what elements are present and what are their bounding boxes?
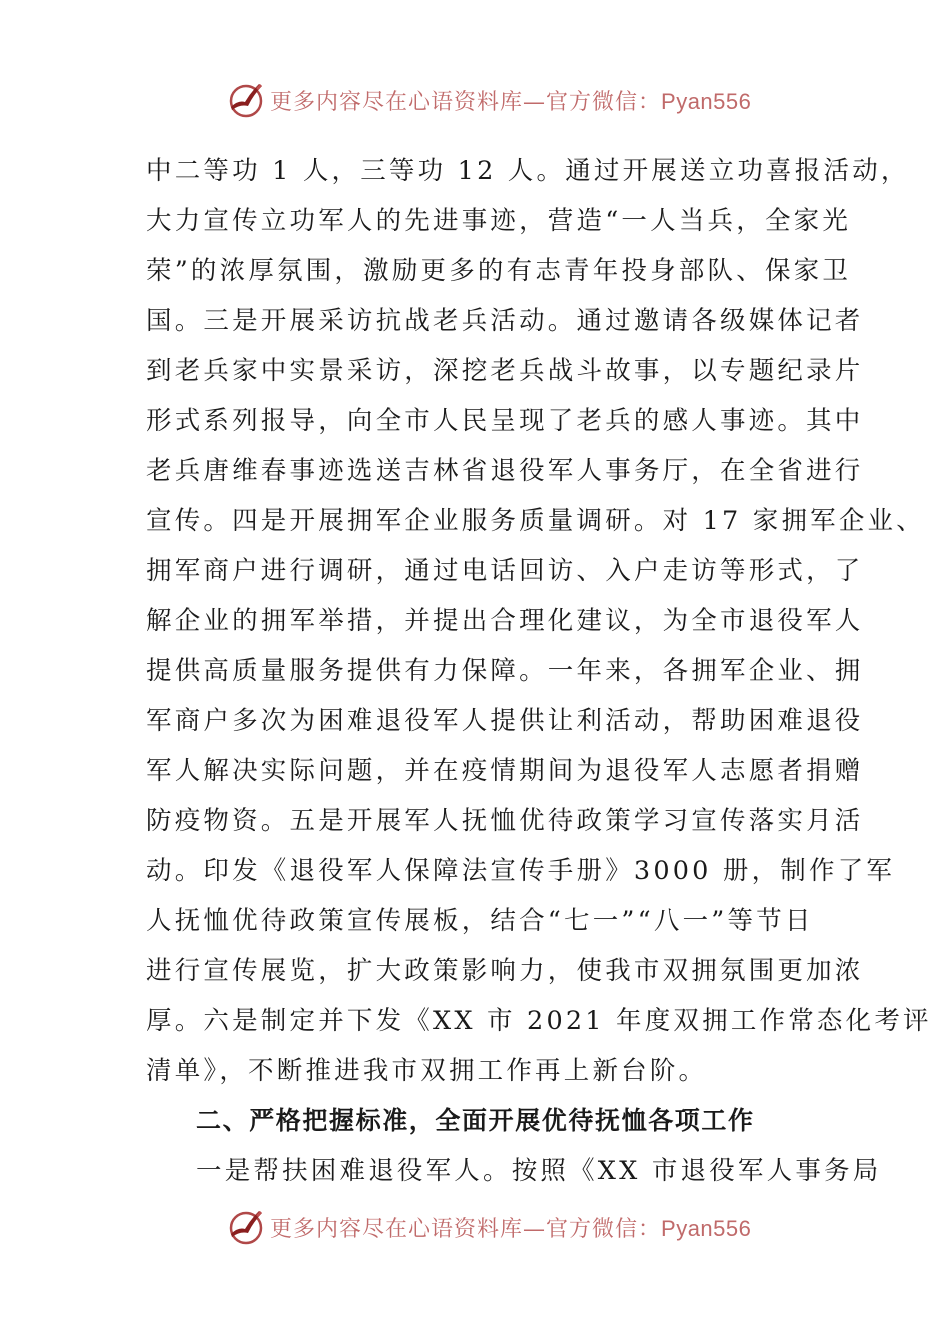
pen-logo-icon — [226, 80, 266, 120]
body-line: 动。印发《退役军人保障法宣传手册》3000 册，制作了军 — [146, 856, 896, 886]
body-line: 人抚恤优待政策宣传展板，结合“七一”“八一”等节日 — [146, 906, 814, 936]
body-line: 进行宣传展览，扩大政策影响力，使我市双拥氛围更加浓 — [146, 956, 864, 986]
body-line: 到老兵家中实景采访，深挖老兵战斗故事，以专题纪录片 — [146, 356, 864, 386]
body-line: 解企业的拥军举措，并提出合理化建议，为全市退役军人 — [146, 606, 864, 636]
body-line: 老兵唐维春事迹选送吉林省退役军人事务厅，在全省进行 — [146, 456, 864, 486]
body-line: 大力宣传立功军人的先进事迹，营造“一人当兵，全家光 — [146, 206, 852, 236]
body-line: 军人解决实际问题，并在疫情期间为退役军人志愿者捐赠 — [146, 756, 864, 786]
body-line: 国。三是开展采访抗战老兵活动。通过邀请各级媒体记者 — [146, 306, 864, 336]
body-line: 拥军商户进行调研，通过电话回访、入户走访等形式，了 — [146, 556, 864, 586]
body-line: 形式系列报导，向全市人民呈现了老兵的感人事迹。其中 — [146, 406, 864, 436]
body-line: 荣”的浓厚氛围，激励更多的有志青年投身部队、保家卫 — [146, 256, 852, 286]
pen-logo-icon — [226, 1207, 266, 1247]
body-line: 宣传。四是开展拥军企业服务质量调研。对 17 家拥军企业、 — [146, 506, 925, 536]
header-watermark — [226, 78, 751, 122]
section-heading: 二、严格把握标准，全面开展优待抚恤各项工作 — [196, 1106, 755, 1135]
watermark-text: 更多内容尽在心语资料库—官方微信：Pyan556 — [270, 88, 752, 115]
watermark-text: 更多内容尽在心语资料库—官方微信：Pyan556 — [270, 1215, 752, 1242]
body-line: 提供高质量服务提供有力保障。一年来，各拥军企业、拥 — [146, 656, 864, 686]
footer-watermark — [226, 1205, 751, 1249]
body-line: 军商户多次为困难退役军人提供让利活动，帮助困难退役 — [146, 706, 864, 736]
body-line: 清单》，不断推进我市双拥工作再上新台阶。 — [146, 1056, 708, 1086]
document-body — [146, 146, 932, 1196]
body-line: 中二等功 1 人，三等功 12 人。通过开展送立功喜报活动， — [146, 156, 910, 186]
body-line: 厚。六是制定并下发《XX 市 2021 年度双拥工作常态化考评 — [146, 1006, 932, 1036]
body-line: 防疫物资。五是开展军人抚恤优待政策学习宣传落实月活 — [146, 806, 864, 836]
paragraph-start-line: 一是帮扶困难退役军人。按照《XX 市退役军人事务局 — [196, 1156, 882, 1186]
